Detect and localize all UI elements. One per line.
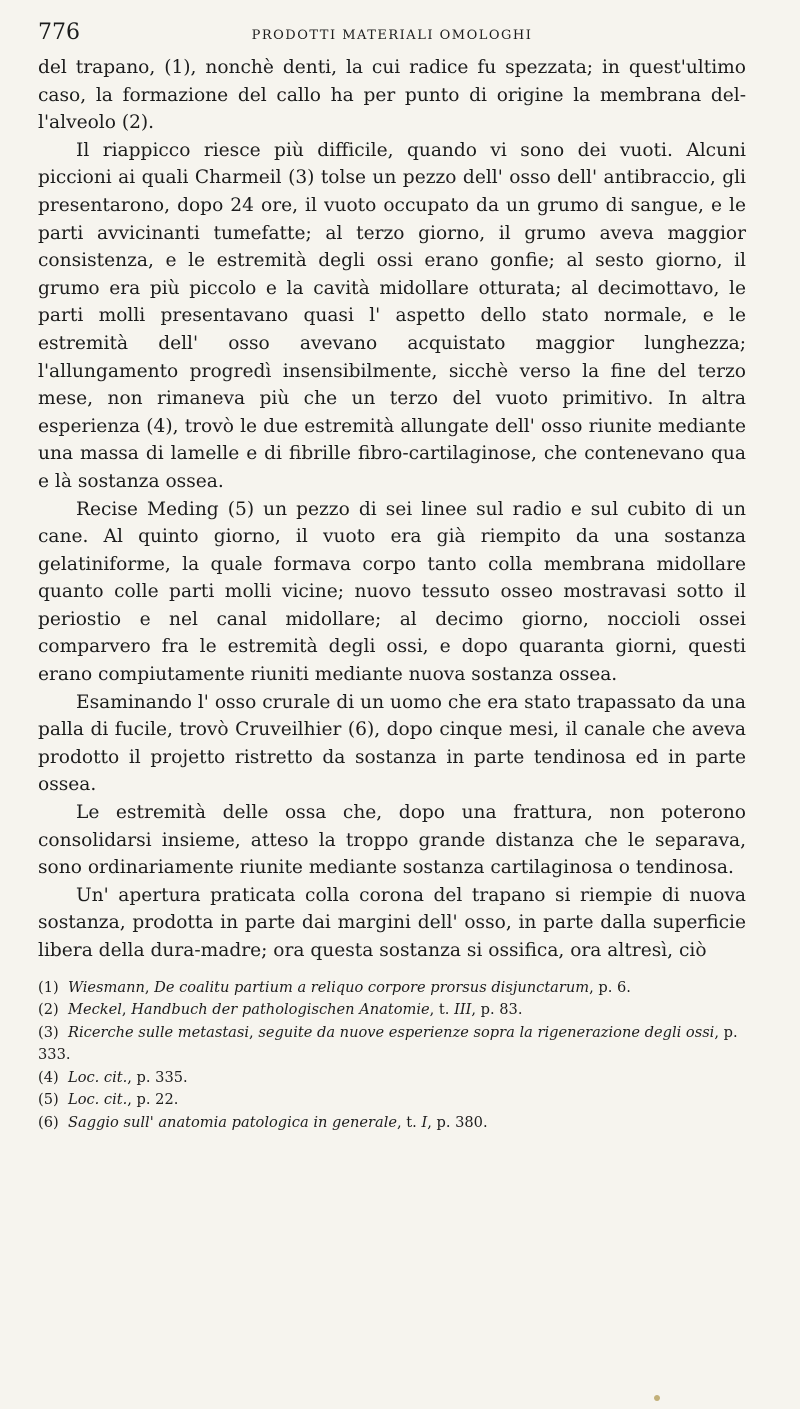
footnote bbox=[38, 1112, 746, 1135]
footnote bbox=[38, 1067, 746, 1090]
footnote-title: Saggio sull' anatomia patologica in generale bbox=[68, 1113, 398, 1131]
footnote-ref: , p. 380. bbox=[427, 1113, 488, 1131]
footnote-title: III bbox=[454, 1001, 472, 1019]
footnote-ref: , t. bbox=[397, 1113, 422, 1131]
footnote-ref: , p. 83. bbox=[471, 1001, 523, 1019]
footnote bbox=[38, 977, 746, 1000]
footnote-mark: (6) bbox=[38, 1113, 59, 1131]
paragraph-continuation: del trapano, (1), nonchè denti, la cui radice fu spezzata; in quest'ultimo caso, la formazione del callo ha per punto di origine la membrana del-l'alveolo (2). bbox=[38, 57, 746, 134]
footnote-ref: , p. 6. bbox=[589, 978, 631, 996]
footnote-mark: (1) bbox=[38, 978, 59, 996]
footnote-title: Wiesmann bbox=[68, 978, 145, 996]
paragraph-charmeil: Il riappicco riesce più difficile, quando vi sono dei vuoti. Alcuni piccioni ai quali Charmeil (3) tolse un pezzo dell' osso dell' antibraccio, gli presentarono, dopo 24 ore, il vuoto occupato da un grumo di sangue, e le parti avvicinanti tumefatte; al terzo giorno, il grumo aveva maggior consistenza, e le estremità degli ossi erano gonfie; al sesto giorno, il grumo era più piccolo e la cavità midollare otturata; al decimottavo, le parti molli presentavano quasi l' aspetto dello stato normale, e le estremità dell' osso avevano acquistato maggior lunghezza; l'allungamento progredì insensibilmente, sicchè verso la fine del terzo mese, non rimaneva più che un terzo del vuoto primitivo. In altra esperienza (4), trovò le due estremità allungate dell' osso riunite mediante una massa di lamelle e di fibrille fibro-cartilaginose, che contenevano qua e là sostanza ossea. bbox=[38, 139, 746, 492]
footnote bbox=[38, 1089, 746, 1112]
footnote-ref: , bbox=[249, 1023, 259, 1041]
footnote-mark: (3) bbox=[38, 1023, 59, 1041]
ink-spot bbox=[654, 1395, 660, 1401]
footnote-ref: , bbox=[121, 1001, 132, 1019]
footnote-ref: , p. 335. bbox=[127, 1068, 188, 1086]
body-text bbox=[38, 54, 746, 965]
footnote-title: I bbox=[421, 1113, 428, 1131]
footnote-ref: , bbox=[144, 978, 155, 996]
footnote-title: Loc. cit. bbox=[68, 1068, 128, 1086]
footnote-title: Ricerche sulle metastasi bbox=[68, 1023, 250, 1041]
page-number: 776 bbox=[38, 20, 80, 45]
page-header bbox=[38, 20, 746, 54]
footnote bbox=[38, 999, 746, 1022]
paragraph-meding: Recise Meding (5) un pezzo di sei linee sul radio e sul cubito di un cane. Al quinto giorno, il vuoto era già riempito da una sostanza gelatiniforme, la quale formava corpo tanto colla membrana midollare quanto colle parti molli vicine; nuovo tessuto osseo mostravasi sotto il periostio e nel canal midollare; al decimo giorno, noccioli ossei comparvero fra le estremità degli ossi, e dopo quaranta giorni, questi erano compiutamente riuniti mediante nuova sostanza ossea. bbox=[38, 498, 746, 686]
footnote-title: Handbuch der pathologischen Anatomie bbox=[131, 1001, 430, 1019]
paragraph-trapano: Un' apertura praticata colla corona del trapano si riempie di nuova sostanza, prodotta in parte dai margini dell' osso, in parte dalla superficie libera della dura-madre; ora questa sostanza si ossifica, ora altresì, ciò bbox=[38, 884, 746, 961]
footnote-ref: , p. 22. bbox=[127, 1091, 179, 1109]
footnote-title: Loc. cit. bbox=[68, 1091, 128, 1109]
footnote-title: De coalitu partium a reliquo corpore prorsus disjunctarum bbox=[154, 978, 590, 996]
footnote-title: seguite da nuove esperienze sopra la rigenerazione degli ossi bbox=[258, 1023, 715, 1041]
footnote-mark: (2) bbox=[38, 1001, 59, 1019]
footnote-ref: , p. 333. bbox=[38, 1023, 738, 1064]
footnotes bbox=[38, 977, 746, 1135]
footnote-mark: (5) bbox=[38, 1091, 59, 1109]
paragraph-cruveilhier: Esaminando l' osso crurale di un uomo che era stato trapassato da una palla di fucile, trovò Cruveilhier (6), dopo cinque mesi, il canale che aveva prodotto il projetto ristretto da sostanza in parte tendinosa ed in parte ossea. bbox=[38, 691, 746, 796]
footnote-title: Meckel bbox=[68, 1001, 122, 1019]
paragraph-fracture-ends: Le estremità delle ossa che, dopo una frattura, non poterono consolidarsi insieme, atteso la troppo grande distanza che le separava, sono ordinariamente riunite mediante sostanza cartilaginosa o tendinosa. bbox=[38, 802, 746, 879]
footnote bbox=[38, 1022, 746, 1067]
footnote-mark: (4) bbox=[38, 1068, 59, 1086]
footnote-ref: , t. bbox=[429, 1001, 455, 1019]
running-title: PRODOTTI MATERIALI OMOLOGHI bbox=[251, 28, 533, 43]
